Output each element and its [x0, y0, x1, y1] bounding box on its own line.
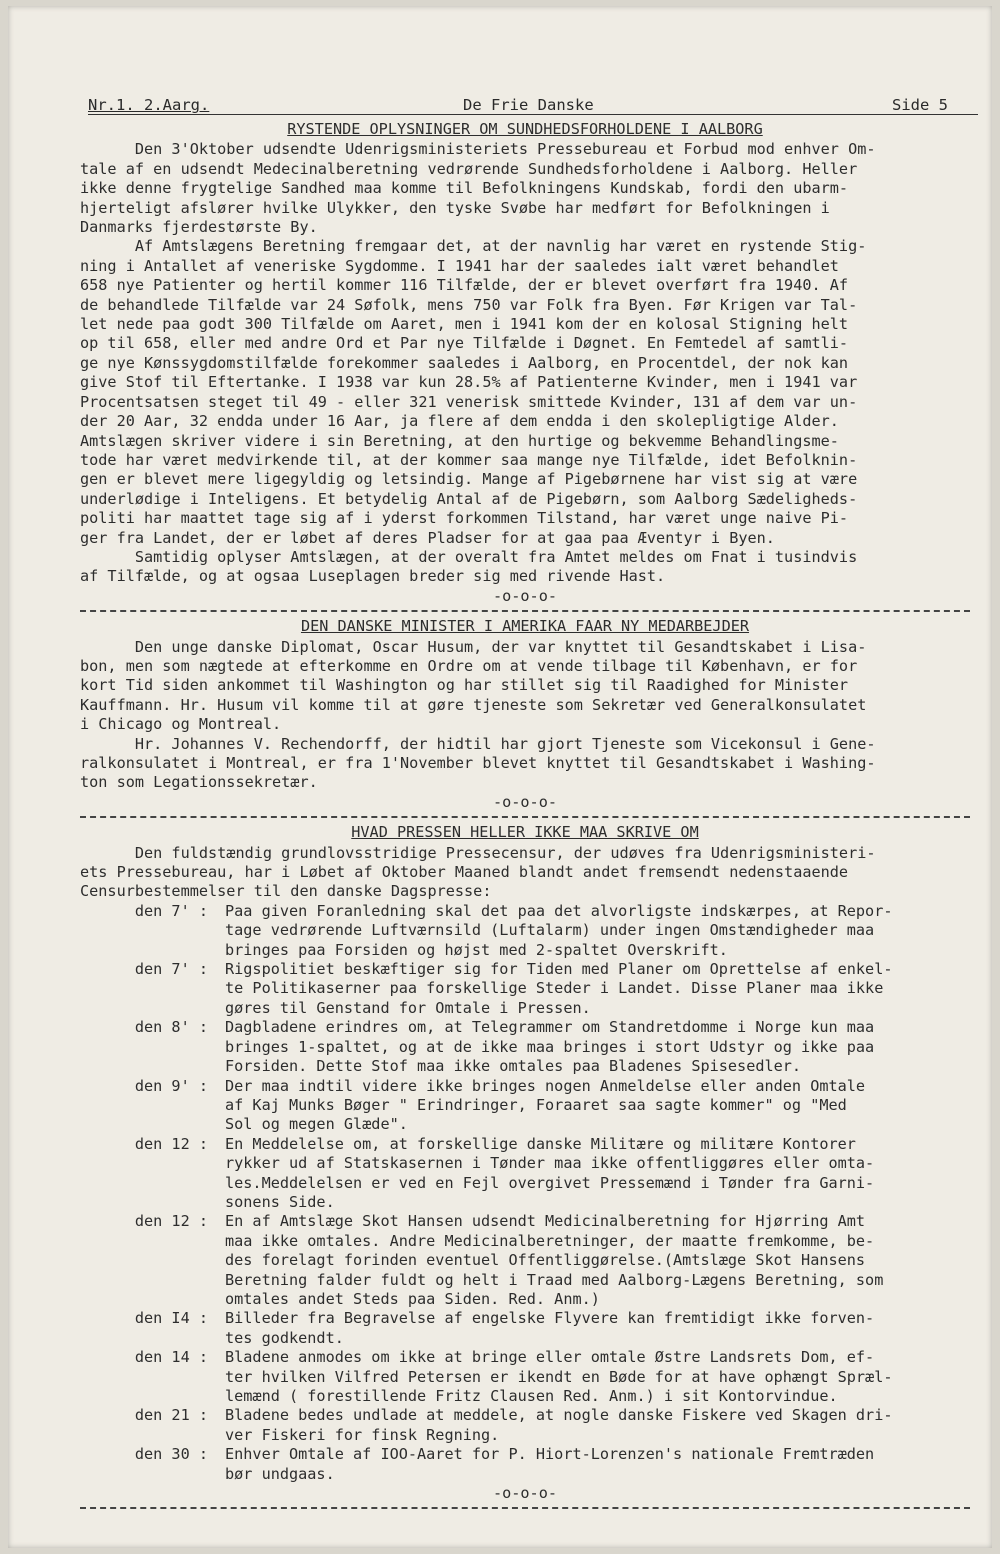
- article-title: HVAD PRESSEN HELLER IKKE MAA SKRIVE OM: [351, 823, 699, 842]
- entry-text: [225, 1018, 970, 1076]
- section-end-mark: -o-o-o-: [492, 586, 557, 605]
- censorship-entry: [80, 1309, 970, 1348]
- text-line: ver Fiskeri for finsk Regning.: [225, 1425, 500, 1444]
- article-minister: [80, 617, 970, 818]
- text-line: En Meddelelse om, at forskellige danske Militære og militære Kontorer: [225, 1134, 856, 1153]
- article-title: RYSTENDE OPLYSNINGER OM SUNDHEDSFORHOLDENE I AALBORG: [287, 120, 763, 138]
- text-line: op til 658, eller med andre Ord et Par nye Tilfælde i Døgnet. En Femtedel af samtli-: [80, 334, 849, 353]
- dashed-divider: [80, 1507, 970, 1509]
- article-body: [80, 140, 970, 586]
- text-line: hjerteligt afslører hvilke Ulykker, den tyske Svøbe har medført for Befolkningen i: [80, 198, 830, 217]
- page-header: [88, 96, 978, 115]
- text-line: gøres til Genstand for Omtale i Pressen.: [225, 998, 591, 1017]
- page-number: Side 5: [892, 96, 948, 114]
- text-line: ter hvilken Vilfred Petersen er ikendt en Bøde for at have ophængt Spræl-: [225, 1367, 893, 1386]
- dashed-divider: [80, 610, 970, 612]
- text-line: Danmarks fjerdestørste By.: [80, 218, 318, 237]
- text-line: Bladene anmodes om ikke at bringe eller omtale Østre Landsrets Dom, ef-: [225, 1348, 875, 1367]
- text-line: give Stof til Eftertanke. I 1938 var kun 28.5% af Patienterne Kvinder, men i 1941 var: [80, 373, 858, 392]
- entry-text: [225, 960, 970, 1018]
- text-line: ton som Legationssekretær.: [80, 773, 318, 792]
- text-line: ge nye Kønssygdomstilfælde forekommer saaledes i Aalborg, en Procentdel, der nok kan: [80, 353, 849, 372]
- text-line: gen er blevet mere ligegyldig og letsindig. Mange af Pigebørnene har vist sig at være: [80, 470, 858, 489]
- censorship-entry: [80, 1018, 970, 1076]
- entry-date: den 12 :: [80, 1134, 209, 1153]
- censorship-entry: [80, 902, 970, 960]
- text-line: ger fra Landet, der er løbet af deres Pladser for at gaa paa Æventyr i Byen.: [80, 528, 775, 547]
- article-aalborg: [80, 120, 970, 612]
- censorship-list: [80, 902, 970, 1484]
- text-line: kort Tid siden ankommet til Washington og har stillet sig til Raadighed for Minister: [80, 676, 849, 695]
- text-line: bør undgaas.: [225, 1464, 335, 1483]
- entry-text: [225, 1212, 970, 1309]
- entry-text: [225, 1135, 970, 1213]
- text-line: tage vedrørende Luftværnsild (Luftalarm) under ingen Omstændigheder maa: [225, 921, 875, 940]
- text-line: Rigspolitiet beskæftiger sig for Tiden med Planer om Oprettelse af enkel-: [225, 960, 893, 979]
- text-line: i Chicago og Montreal.: [80, 715, 282, 734]
- entry-date: den 21 :: [80, 1406, 209, 1425]
- text-line: Samtidig oplyser Amtslægen, at der overalt fra Amtet meldes om Fnat i tusindvis: [80, 547, 858, 566]
- text-line: 658 nye Patienter og hertil kommer 116 Tilfælde, der er blevet overført fra 1940. Af: [80, 276, 849, 295]
- text-line: ets Pressebureau, har i Løbet af Oktober Maaned blandt andet fremsendt nedenstaaende: [80, 863, 849, 882]
- text-line: Den unge danske Diplomat, Oscar Husum, der var knyttet til Gesandtskabet i Lisa-: [80, 637, 867, 656]
- text-line: Amtslægen skriver videre i sin Beretning, at den hurtige og bekvemme Behandlingsme-: [80, 431, 839, 450]
- text-line: Der maa indtil videre ikke bringes nogen Anmeldelse eller anden Omtale: [225, 1076, 866, 1095]
- text-line: maa ikke omtales. Andre Medicinalberetninger, der maatte fremkomme, be-: [225, 1231, 875, 1250]
- censorship-entry: [80, 1077, 970, 1135]
- entry-date: den 7' :: [80, 901, 209, 920]
- text-line: af Tilfælde, og at ogsaa Luseplagen breder sig med rivende Hast.: [80, 567, 666, 586]
- text-line: ikke denne frygtelige Sandhed maa komme til Befolkningens Kundskab, fordi den ubarm-: [80, 179, 849, 198]
- entry-date: den 9' :: [80, 1076, 209, 1095]
- text-line: Paa given Foranledning skal det paa det alvorligste indskærpes, at Repor-: [225, 901, 893, 920]
- entry-text: [225, 1445, 970, 1484]
- entry-date: den 8' :: [80, 1018, 209, 1037]
- text-line: bringes paa Forsiden og højst med 2-spaltet Overskrift.: [225, 940, 728, 959]
- text-line: des forelagt forinden eventuel Offentliggørelse.(Amtslæge Skot Hansens: [225, 1251, 866, 1270]
- issue-number: Nr.1. 2.Aarg.: [88, 96, 210, 114]
- censorship-entry: [80, 1445, 970, 1484]
- section-end-mark: -o-o-o-: [492, 1484, 557, 1503]
- entry-text: [225, 1309, 970, 1348]
- text-line: rykker ud af Statskasernen i Tønder maa ikke offentliggøres eller omta-: [225, 1154, 875, 1173]
- text-line: Hr. Johannes V. Rechendorff, der hidtil har gjort Tjeneste som Vicekonsul i Gene-: [80, 734, 876, 753]
- censorship-entry: [80, 1406, 970, 1445]
- censorship-entry: [80, 1348, 970, 1406]
- text-line: Den fuldstændig grundlovsstridige Pressecensur, der udøves fra Udenrigsministeri-: [80, 843, 876, 862]
- entry-date: den I4 :: [80, 1309, 209, 1328]
- text-line: politi har maattet tage sig af i yderst forkommen Tilstand, har været unge naive Pi-: [80, 509, 849, 528]
- entry-date: den 12 :: [80, 1212, 209, 1231]
- text-line: omtales andet Steds paa Siden. Red. Anm.): [225, 1289, 600, 1308]
- entry-text: [225, 902, 970, 960]
- censorship-entry: [80, 1212, 970, 1309]
- article-intro: [80, 844, 970, 902]
- page-content: [80, 118, 970, 1514]
- article-body: [80, 638, 970, 793]
- text-line: Kauffmann. Hr. Husum vil komme til at gøre tjeneste som Sekretær ved Generalkonsulatet: [80, 695, 867, 714]
- text-line: Bladene bedes undlade at meddele, at nogle danske Fiskere ved Skagen dri-: [225, 1406, 893, 1425]
- entry-date: den 14 :: [80, 1348, 209, 1367]
- text-line: Procentsatsen steget til 49 - eller 321 venerisk smittede Kvinder, 131 af dem var un-: [80, 392, 858, 411]
- text-line: tes godkendt.: [225, 1328, 344, 1347]
- text-line: En af Amtslæge Skot Hansen udsendt Medicinalberetning for Hjørring Amt: [225, 1212, 866, 1231]
- text-line: Sol og megen Glæde".: [225, 1115, 408, 1134]
- article-censorship: [80, 823, 970, 1509]
- censorship-entry: [80, 1135, 970, 1213]
- entry-date: den 7' :: [80, 960, 209, 979]
- text-line: de behandlede Tilfælde var 24 Søfolk, mens 750 var Folk fra Byen. Før Krigen var Tal-: [80, 295, 858, 314]
- article-title: DEN DANSKE MINISTER I AMERIKA FAAR NY MEDARBEJDER: [300, 617, 750, 636]
- text-line: Af Amtslægens Beretning fremgaar det, at der navnlig har været en rystende Stig-: [80, 237, 867, 256]
- text-line: ralkonsulatet i Montreal, er fra 1'November blevet knyttet til Gesandtskabet i Washing-: [80, 754, 876, 772]
- text-line: te Politikaserner paa forskellige Steder i Landet. Disse Planer maa ikke: [225, 979, 884, 998]
- entry-text: [225, 1077, 970, 1135]
- text-line: af Kaj Munks Bøger " Erindringer, Foraaret saa sagte kommer" og "Med: [225, 1095, 847, 1114]
- text-line: Dagbladene erindres om, at Telegrammer om Standretdomme i Norge kun maa: [225, 1018, 875, 1037]
- text-line: lemænd ( forestillende Fritz Clausen Red. Anm.) i sit Kontorvindue.: [225, 1387, 838, 1405]
- text-line: Billeder fra Begravelse af engelske Flyvere kan fremtidigt ikke forven-: [225, 1309, 875, 1328]
- section-end-mark: -o-o-o-: [492, 792, 557, 811]
- dashed-divider: [80, 816, 970, 818]
- entry-date: den 30 :: [80, 1445, 209, 1464]
- entry-text: [225, 1406, 970, 1445]
- entry-text: [225, 1348, 970, 1406]
- text-line: der 20 Aar, 32 endda under 16 Aar, ja flere af dem endda i den skolepligtige Alder.: [80, 412, 839, 431]
- text-line: Den 3'Oktober udsendte Udenrigsministeriets Pressebureau et Forbud mod enhver Om-: [80, 140, 876, 159]
- text-line: Beretning falder fuldt og helt i Traad med Aalborg-Lægens Beretning, som: [225, 1270, 884, 1289]
- text-line: underlødige i Inteligens. Et betydelig Antal af de Pigebørn, som Aalborg Sædeligheds-: [80, 489, 858, 508]
- text-line: let nede paa godt 300 Tilfælde om Aaret, men i 1941 kom der en kolosal Stigning helt: [80, 315, 849, 334]
- newspaper-name: De Frie Danske: [463, 96, 594, 114]
- text-line: Forsiden. Dette Stof maa ikke omtales paa Bladenes Spisesedler.: [225, 1057, 802, 1076]
- text-line: Enhver Omtale af IOO-Aaret for P. Hiort-Lorenzen's nationale Fremtræden: [225, 1445, 875, 1464]
- text-line: bon, men som nægtede at efterkomme en Ordre om at vende tilbage til København, er for: [80, 656, 858, 675]
- text-line: tode har været medvirkende til, at der kommer saa mange nye Tilfælde, idet Befolknin-: [80, 450, 858, 469]
- text-line: ning i Antallet af veneriske Sygdomme. I 1941 har der saaledes ialt været behandlet: [80, 256, 839, 275]
- text-line: Censurbestemmelser til den danske Dagspresse:: [80, 882, 492, 901]
- text-line: bringes 1-spaltet, og at de ikke maa bringes i stort Udstyr og ikke paa: [225, 1037, 875, 1056]
- text-line: tale af en udsendt Medecinalberetning vedrørende Sundhedsforholdene i Aalborg. Heller: [80, 159, 858, 178]
- censorship-entry: [80, 960, 970, 1018]
- text-line: les.Meddelelsen er ved en Fejl overgivet Pressemænd i Tønder fra Garni-: [225, 1173, 875, 1192]
- text-line: sonens Side.: [225, 1192, 335, 1211]
